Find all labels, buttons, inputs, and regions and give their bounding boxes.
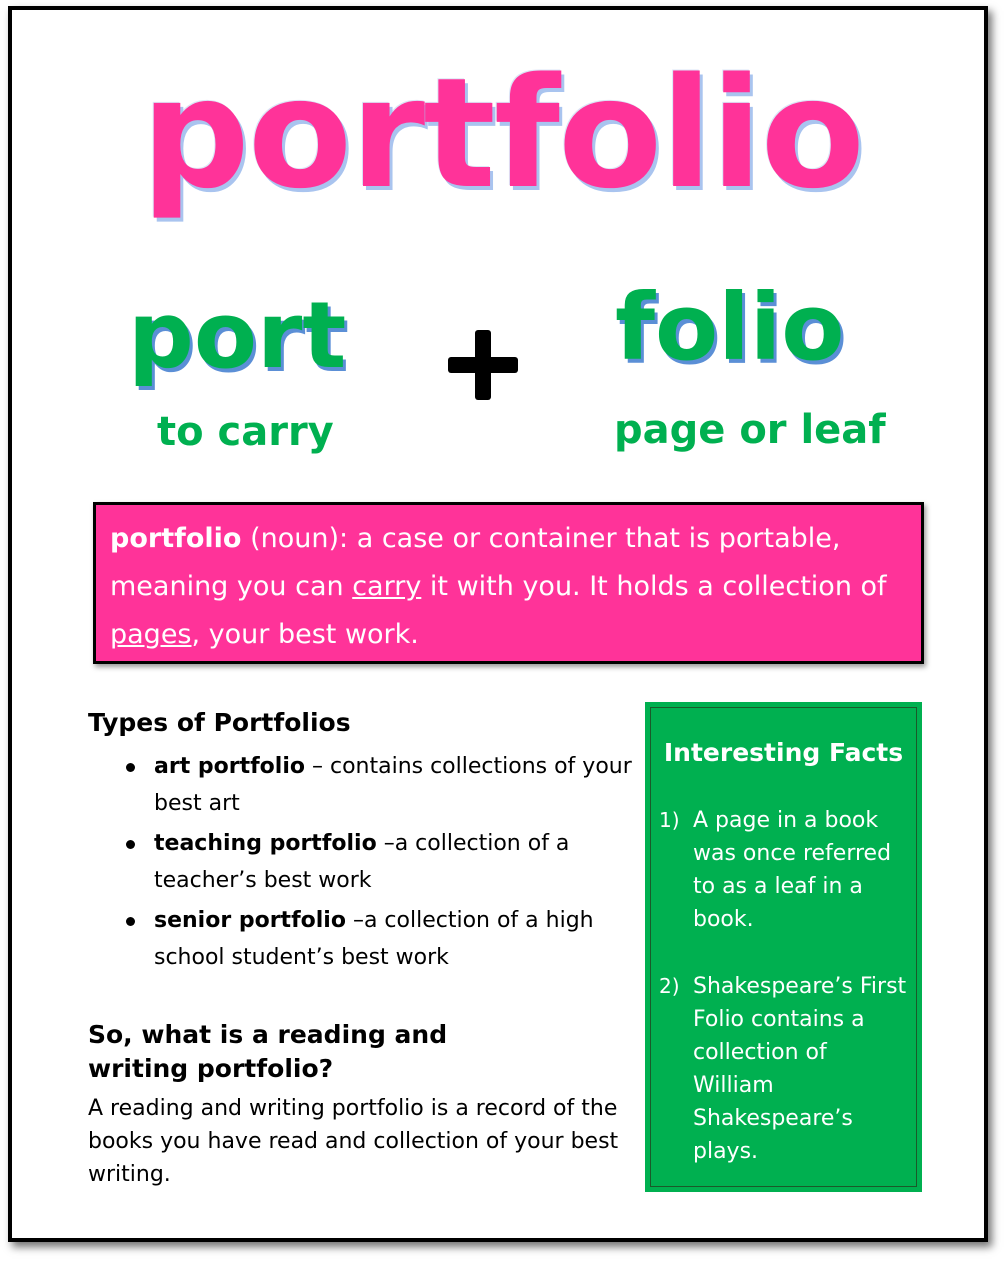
type-desc: –a collection of a teacher’s best work — [154, 831, 570, 893]
type-term: teaching portfolio — [154, 831, 377, 856]
poster-title: portfolio — [140, 45, 864, 222]
definition-underline-carry: carry — [352, 571, 422, 602]
type-desc: – contains collections of your best art — [154, 754, 632, 816]
bullet-icon — [126, 917, 135, 926]
definition-text-2: it with you. It holds a collection of — [429, 571, 887, 602]
fact-number: 2) — [659, 974, 680, 998]
types-list — [116, 748, 636, 979]
fact-text: Shakespeare’s First Folio contains a collection of William Shakespeare’s plays. — [693, 974, 907, 1164]
facts-inner-border — [650, 707, 917, 1187]
fact-number: 1) — [659, 808, 680, 832]
reading-writing-heading: So, what is a reading and writing portfolio? — [88, 1020, 448, 1083]
types-heading: Types of Portfolios — [88, 708, 351, 737]
plus-icon — [448, 330, 518, 400]
root-meaning-port: to carry — [157, 409, 334, 455]
definition-text-3: , your best work. — [191, 619, 419, 650]
facts-heading: Interesting Facts — [663, 738, 904, 767]
definition-pos: (noun): — [250, 523, 349, 554]
type-term: art portfolio — [154, 754, 305, 779]
reading-writing-body: A reading and writing portfolio is a record of the books you have read and collection of your best writing. — [88, 1096, 619, 1187]
list-item — [116, 902, 636, 976]
fact-item — [659, 804, 909, 936]
list-item — [116, 748, 636, 822]
facts-box — [645, 702, 922, 1192]
root-word-folio: folio — [615, 274, 845, 381]
fact-text: A page in a book was once referred to as a leaf in a book. — [693, 808, 892, 932]
fact-item — [659, 970, 909, 1168]
bullet-icon — [126, 763, 135, 772]
type-term: senior portfolio — [154, 908, 346, 933]
root-meaning-folio: page or leaf — [614, 407, 886, 453]
type-desc: –a collection of a high school student’s best work — [154, 908, 594, 970]
definition-box — [93, 502, 924, 664]
root-word-port: port — [128, 282, 347, 389]
list-item — [116, 825, 636, 899]
definition-text-1: a case or container that is portable, meaning you can — [110, 523, 841, 602]
bullet-icon — [126, 840, 135, 849]
definition-term: portfolio — [110, 523, 242, 554]
definition-underline-pages: pages — [110, 619, 192, 650]
